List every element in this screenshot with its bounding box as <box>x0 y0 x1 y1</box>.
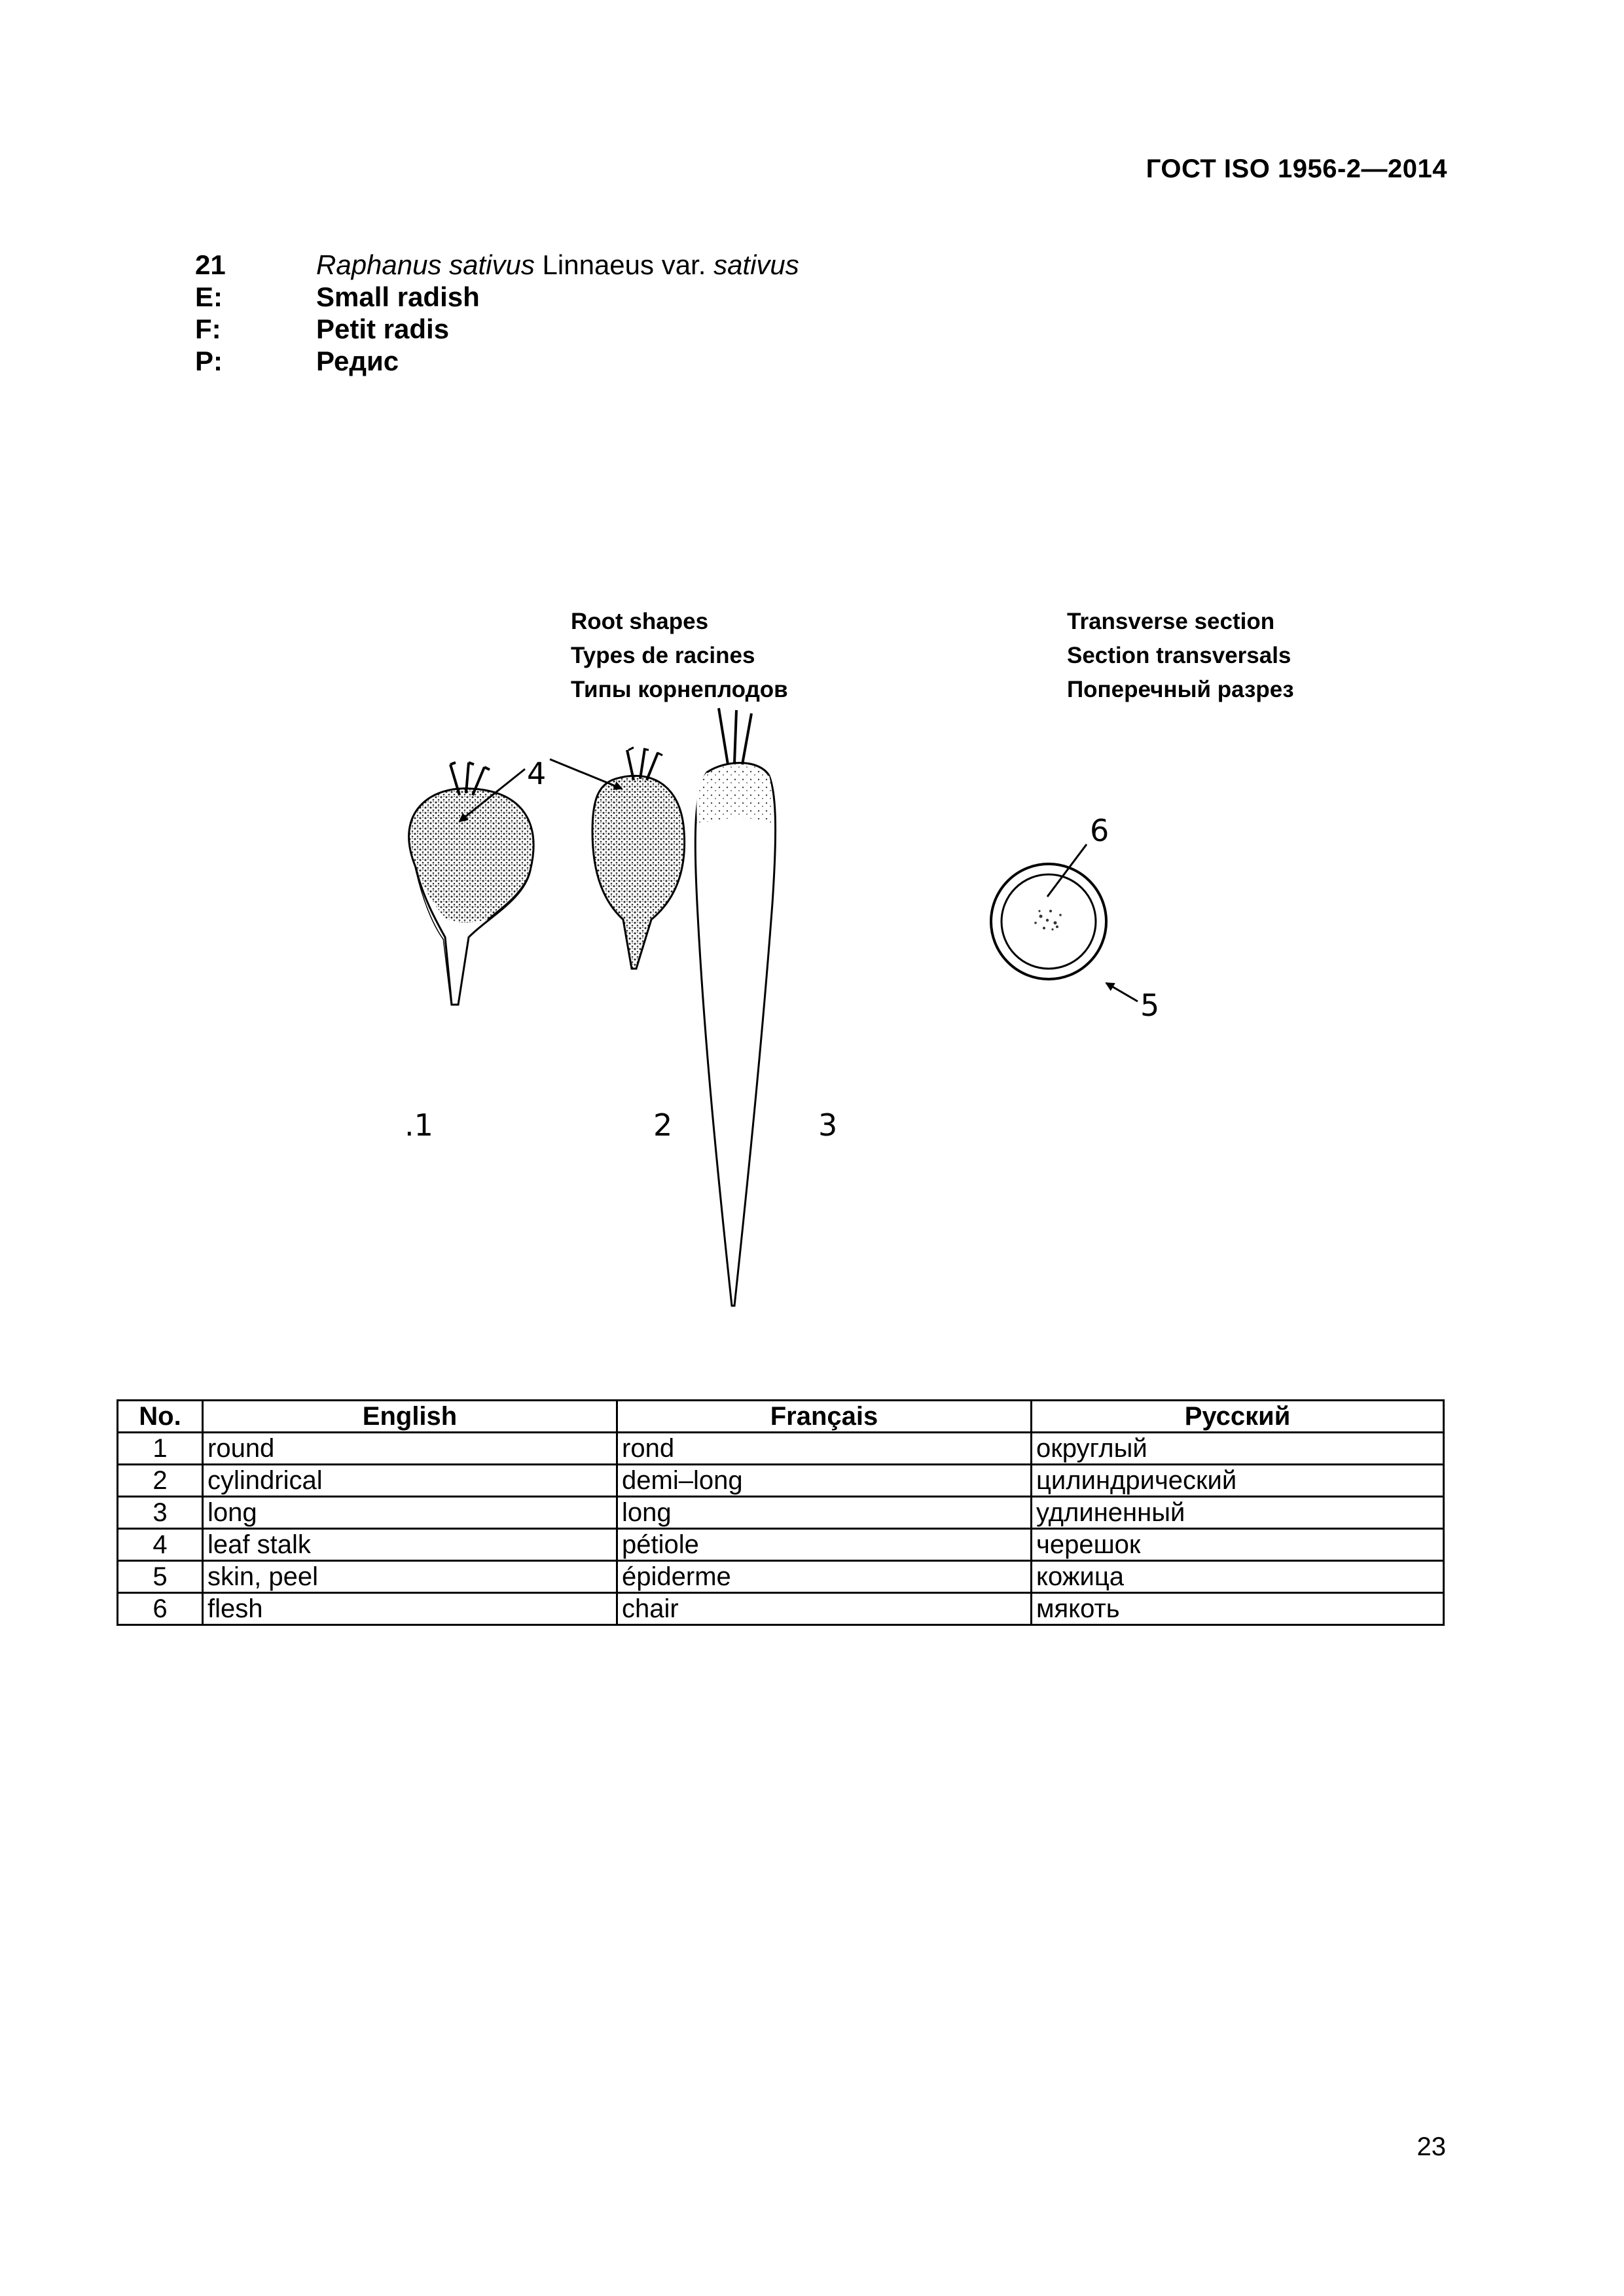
entry-row-russian <box>195 345 799 377</box>
english-name: Small radish <box>316 281 480 312</box>
russian-name: Редис <box>316 346 399 376</box>
table-header-row <box>118 1401 1444 1433</box>
caption-left-ru: Типы корнеплодов <box>571 677 788 702</box>
french-name: Petit radis <box>316 314 450 344</box>
cell-no: 1 <box>118 1433 203 1465</box>
cell-english: long <box>203 1497 617 1529</box>
table-row <box>118 1465 1444 1497</box>
cell-english: round <box>203 1433 617 1465</box>
label-round: .1 <box>405 1107 433 1143</box>
header-russian: Русский <box>1032 1401 1444 1433</box>
table-row <box>118 1529 1444 1561</box>
cell-english: skin, peel <box>203 1561 617 1593</box>
cell-russian: мякоть <box>1032 1593 1444 1625</box>
cell-english: leaf stalk <box>203 1529 617 1561</box>
latin-genus-species: Raphanus sativus <box>316 249 535 280</box>
table-row <box>118 1497 1444 1529</box>
transverse-section <box>991 864 1106 979</box>
long-radish <box>695 708 775 1306</box>
caption-right-fr: Section transversals <box>1067 643 1291 668</box>
entry-row-french <box>195 313 799 345</box>
latin-author: Linnaeus var. <box>534 249 714 280</box>
round-radish <box>409 762 534 1005</box>
cell-french: rond <box>617 1433 1032 1465</box>
latin-name <box>316 249 799 281</box>
species-entry <box>195 249 799 377</box>
cell-no: 5 <box>118 1561 203 1593</box>
cell-russian: черешок <box>1032 1529 1444 1561</box>
page-number: 23 <box>1416 2132 1446 2161</box>
cell-no: 3 <box>118 1497 203 1529</box>
caption-right-en: Transverse section <box>1067 609 1275 634</box>
root-shapes-caption <box>571 605 788 707</box>
cell-french: épiderme <box>617 1561 1032 1593</box>
cell-french: chair <box>617 1593 1032 1625</box>
latin-variety: sativus <box>713 249 799 280</box>
table-row <box>118 1561 1444 1593</box>
caption-left-fr: Types de racines <box>571 643 755 668</box>
terminology-table <box>117 1399 1445 1626</box>
cell-french: pétiole <box>617 1529 1032 1561</box>
label-flesh: 6 <box>1090 813 1110 848</box>
cell-russian: округлый <box>1032 1433 1444 1465</box>
header-no: No. <box>118 1401 203 1433</box>
entry-number: 21 <box>195 249 226 280</box>
cylindrical-radish <box>592 747 685 969</box>
cell-no: 4 <box>118 1529 203 1561</box>
header-english: English <box>203 1401 617 1433</box>
cell-no: 2 <box>118 1465 203 1497</box>
label-leaf: 4 <box>527 756 547 791</box>
cell-english: flesh <box>203 1593 617 1625</box>
cell-no: 6 <box>118 1593 203 1625</box>
entry-number-row <box>195 249 799 281</box>
cell-russian: удлиненный <box>1032 1497 1444 1529</box>
cell-french: long <box>617 1497 1032 1529</box>
entry-label-f: F: <box>195 314 221 344</box>
standard-code: ГОСТ ISO 1956-2—2014 <box>1146 154 1447 183</box>
entry-label-e: E: <box>195 281 223 312</box>
label-long: 3 <box>818 1107 838 1143</box>
radish-illustration <box>340 707 1250 1309</box>
label-cylindrical: 2 <box>653 1107 673 1143</box>
table-row <box>118 1593 1444 1625</box>
table-row <box>118 1433 1444 1465</box>
header-french: Français <box>617 1401 1032 1433</box>
entry-row-english <box>195 281 799 313</box>
caption-right-ru: Поперечный разрез <box>1067 677 1294 702</box>
cell-english: cylindrical <box>203 1465 617 1497</box>
transverse-section-caption <box>1067 605 1294 707</box>
cell-russian: цилиндрический <box>1032 1465 1444 1497</box>
label-skin: 5 <box>1140 988 1160 1023</box>
cell-russian: кожица <box>1032 1561 1444 1593</box>
cell-french: demi–long <box>617 1465 1032 1497</box>
entry-label-p: P: <box>195 346 223 376</box>
caption-left-en: Root shapes <box>571 609 709 634</box>
